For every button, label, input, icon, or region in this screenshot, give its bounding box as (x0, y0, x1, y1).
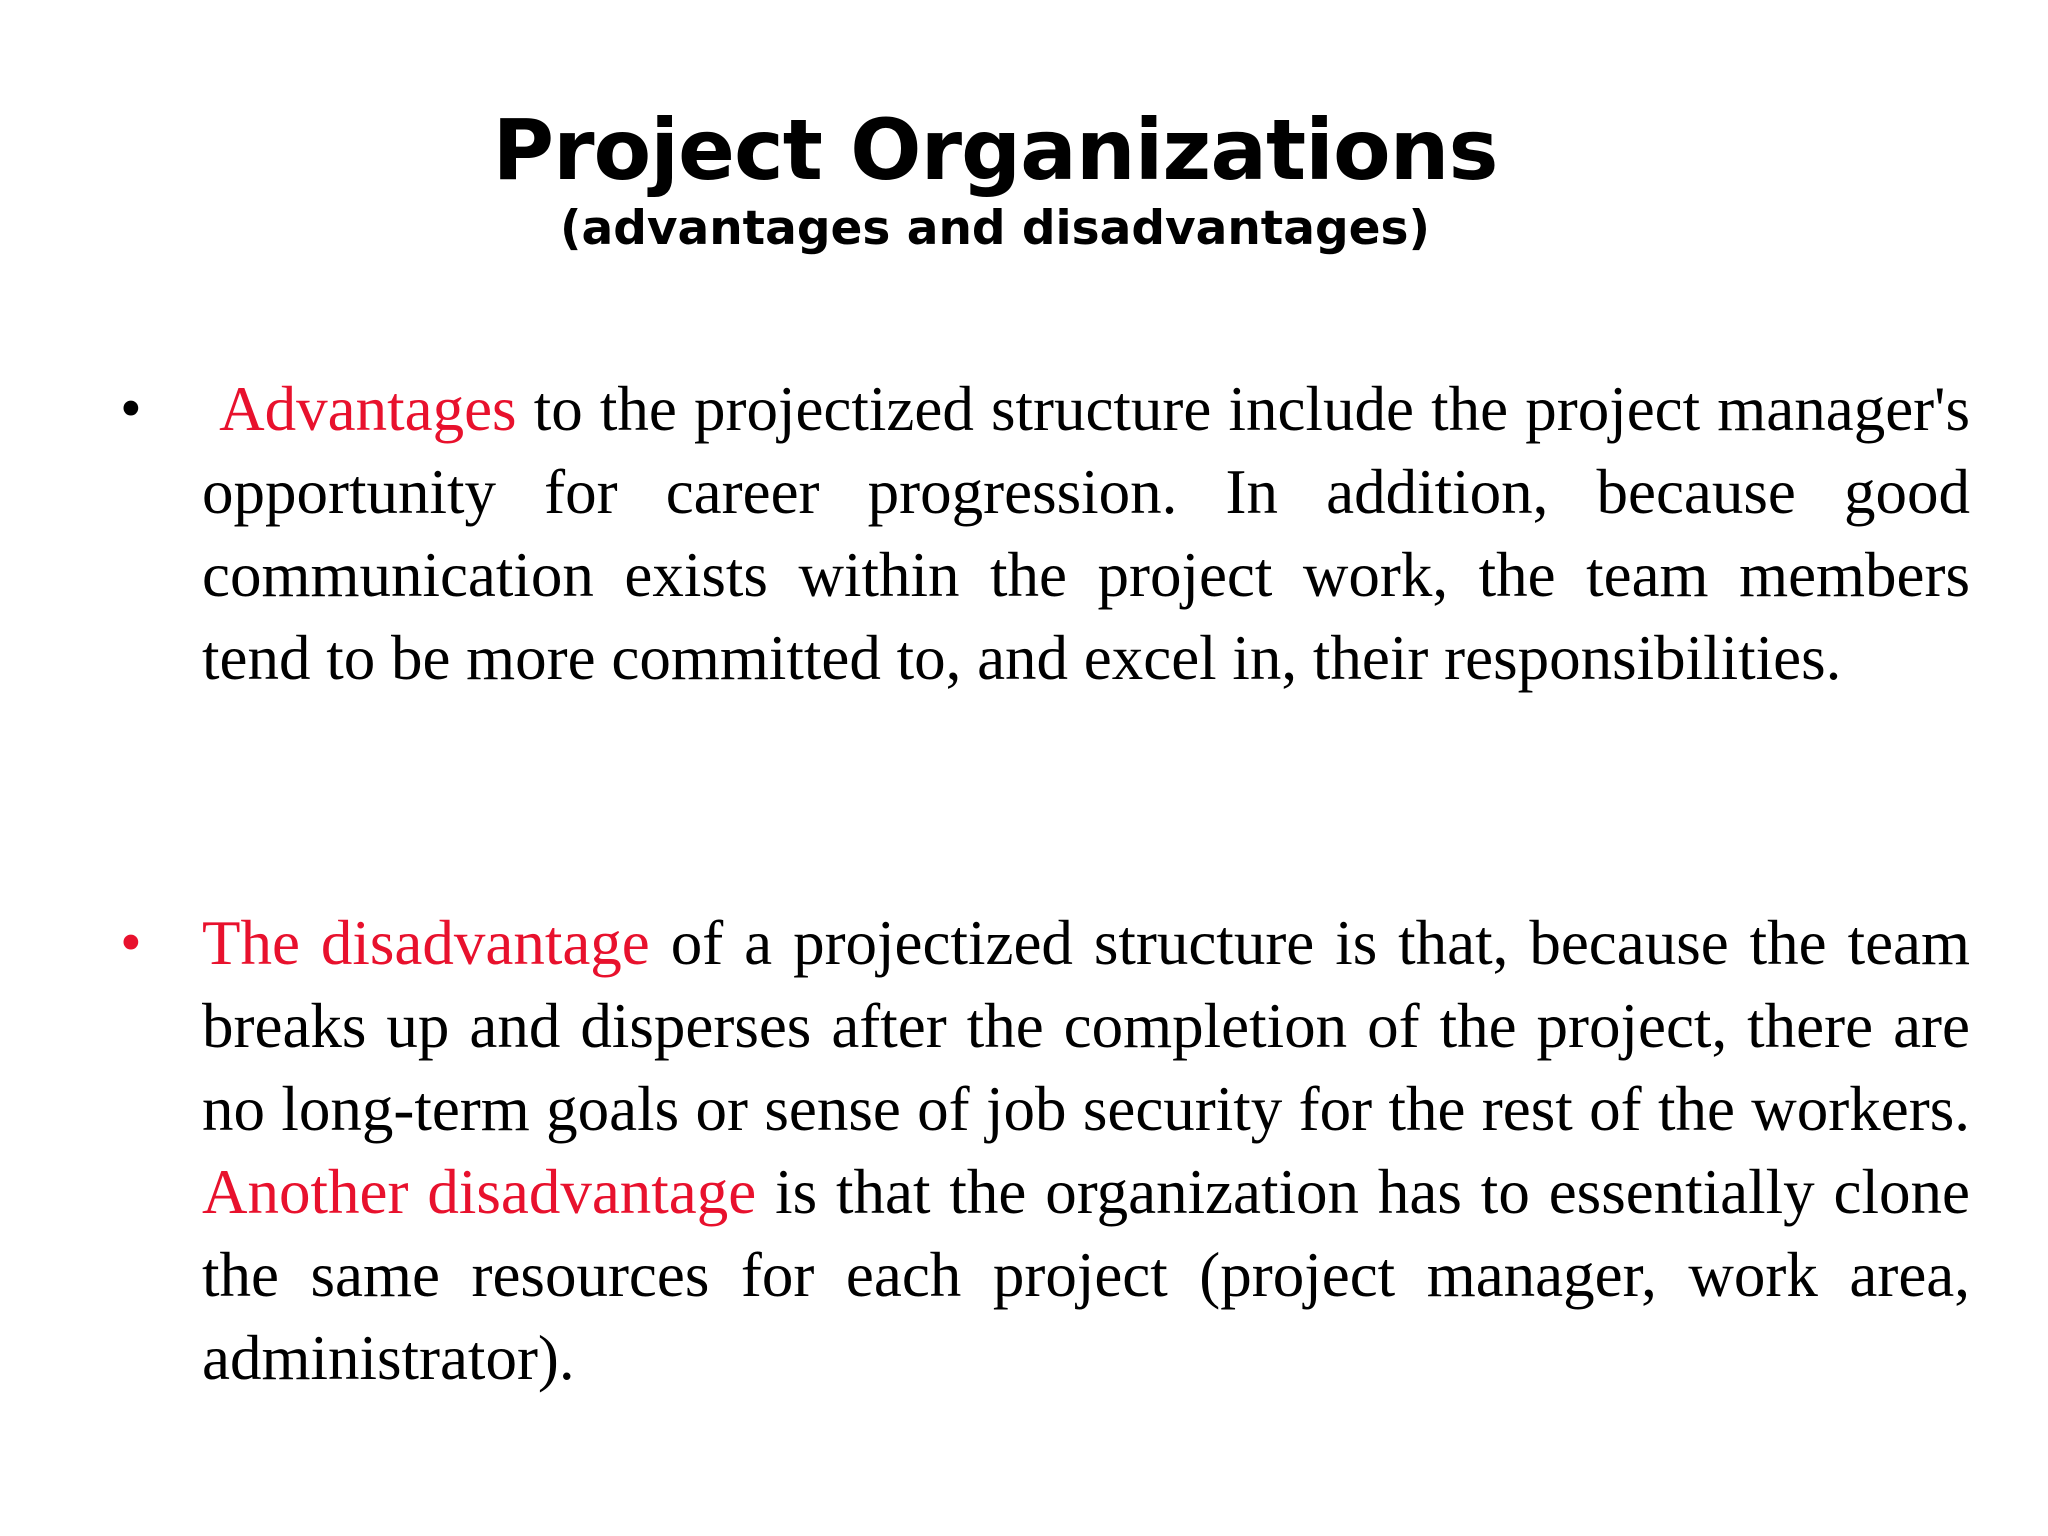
bullet-dot-icon: • (120, 375, 142, 443)
disadvantage-highlight: The disadvantage (202, 908, 650, 978)
advantages-highlight: Advantages (219, 374, 517, 444)
another-disadvantage-highlight: Another disadvantage (202, 1157, 757, 1227)
bullet-text (202, 368, 1970, 700)
bullet-text (202, 902, 1970, 1400)
disadvantage-body: of a projectized structure is that, because the team breaks up and disperses after the completion of the project, there are no long-term goals or sense of job security for the rest of the workers. (202, 908, 1970, 1144)
title-block (0, 95, 1990, 259)
another-disadvantage-body: is that the organization has to essentially clone the same resources for each project (project manager, work area, administrator). (202, 1157, 1970, 1393)
slide-title: Project Organizations (492, 101, 1498, 199)
advantages-body: to the projectized structure include the project manager's opportunity for career progression. In addition, because good communication exists within the project work, the team members tend to be more committed to, and excel in, their responsibilities. (202, 374, 1971, 693)
slide-subtitle: (advantages and disadvantages) (560, 201, 1430, 256)
bullet-dot-icon: • (120, 909, 142, 977)
